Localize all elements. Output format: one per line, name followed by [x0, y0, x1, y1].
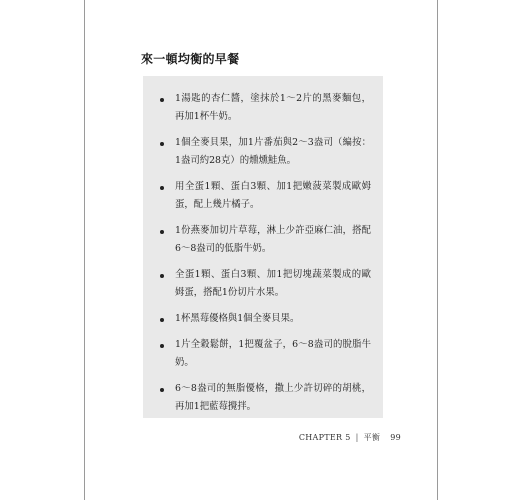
list-item: [159, 310, 371, 328]
list-item-text: 1杯黑莓優格與1個全麥貝果。: [175, 313, 300, 324]
page-number: 99: [390, 433, 401, 442]
bullet-icon: [160, 388, 164, 392]
list-item: [159, 380, 371, 416]
breakfast-list: [159, 90, 371, 416]
list-item-text: 1份燕麥加切片草莓，淋上少許亞麻仁油，搭配6～8盎司的低脂牛奶。: [175, 225, 371, 254]
bullet-icon: [160, 98, 164, 102]
section-heading: 來一頓均衡的早餐: [141, 52, 240, 66]
bullet-icon: [160, 318, 164, 322]
list-item: [159, 134, 371, 170]
book-page: [84, 0, 438, 500]
bullet-icon: [160, 344, 164, 348]
bullet-icon: [160, 274, 164, 278]
breakfast-options-box: [143, 76, 383, 418]
list-item: [159, 90, 371, 126]
section-label: 平衡: [363, 433, 381, 442]
list-item: [159, 266, 371, 302]
list-item: [159, 222, 371, 258]
list-item-text: 1片全穀鬆餅，1把覆盆子，6～8盎司的脫脂牛奶。: [175, 339, 371, 368]
bullet-icon: [160, 230, 164, 234]
list-item-text: 全蛋1顆、蛋白3顆、加1把切塊蔬菜製成的歐姆蛋，搭配1份切片水果。: [175, 269, 371, 298]
list-item-text: 1湯匙的杏仁醬，塗抹於1～2片的黑麥麵包，再加1杯牛奶。: [175, 93, 371, 122]
bullet-icon: [160, 142, 164, 146]
chapter-label: CHAPTER 5: [298, 433, 351, 442]
list-item-text: 1個全麥貝果，加1片番茄與2～3盎司（編按：1盎司約28克）的燻燻鮭魚。: [175, 137, 371, 166]
list-item: [159, 178, 371, 214]
list-item: [159, 336, 371, 372]
footer-separator: |: [355, 433, 359, 442]
bullet-icon: [160, 186, 164, 190]
page-footer: [299, 432, 401, 443]
list-item-text: 用全蛋1顆、蛋白3顆、加1把嫩菠菜製成歐姆蛋，配上幾片橘子。: [175, 181, 371, 210]
list-item-text: 6～8盎司的無脂優格，撒上少許切碎的胡桃，再加1把藍莓攪拌。: [175, 383, 371, 412]
